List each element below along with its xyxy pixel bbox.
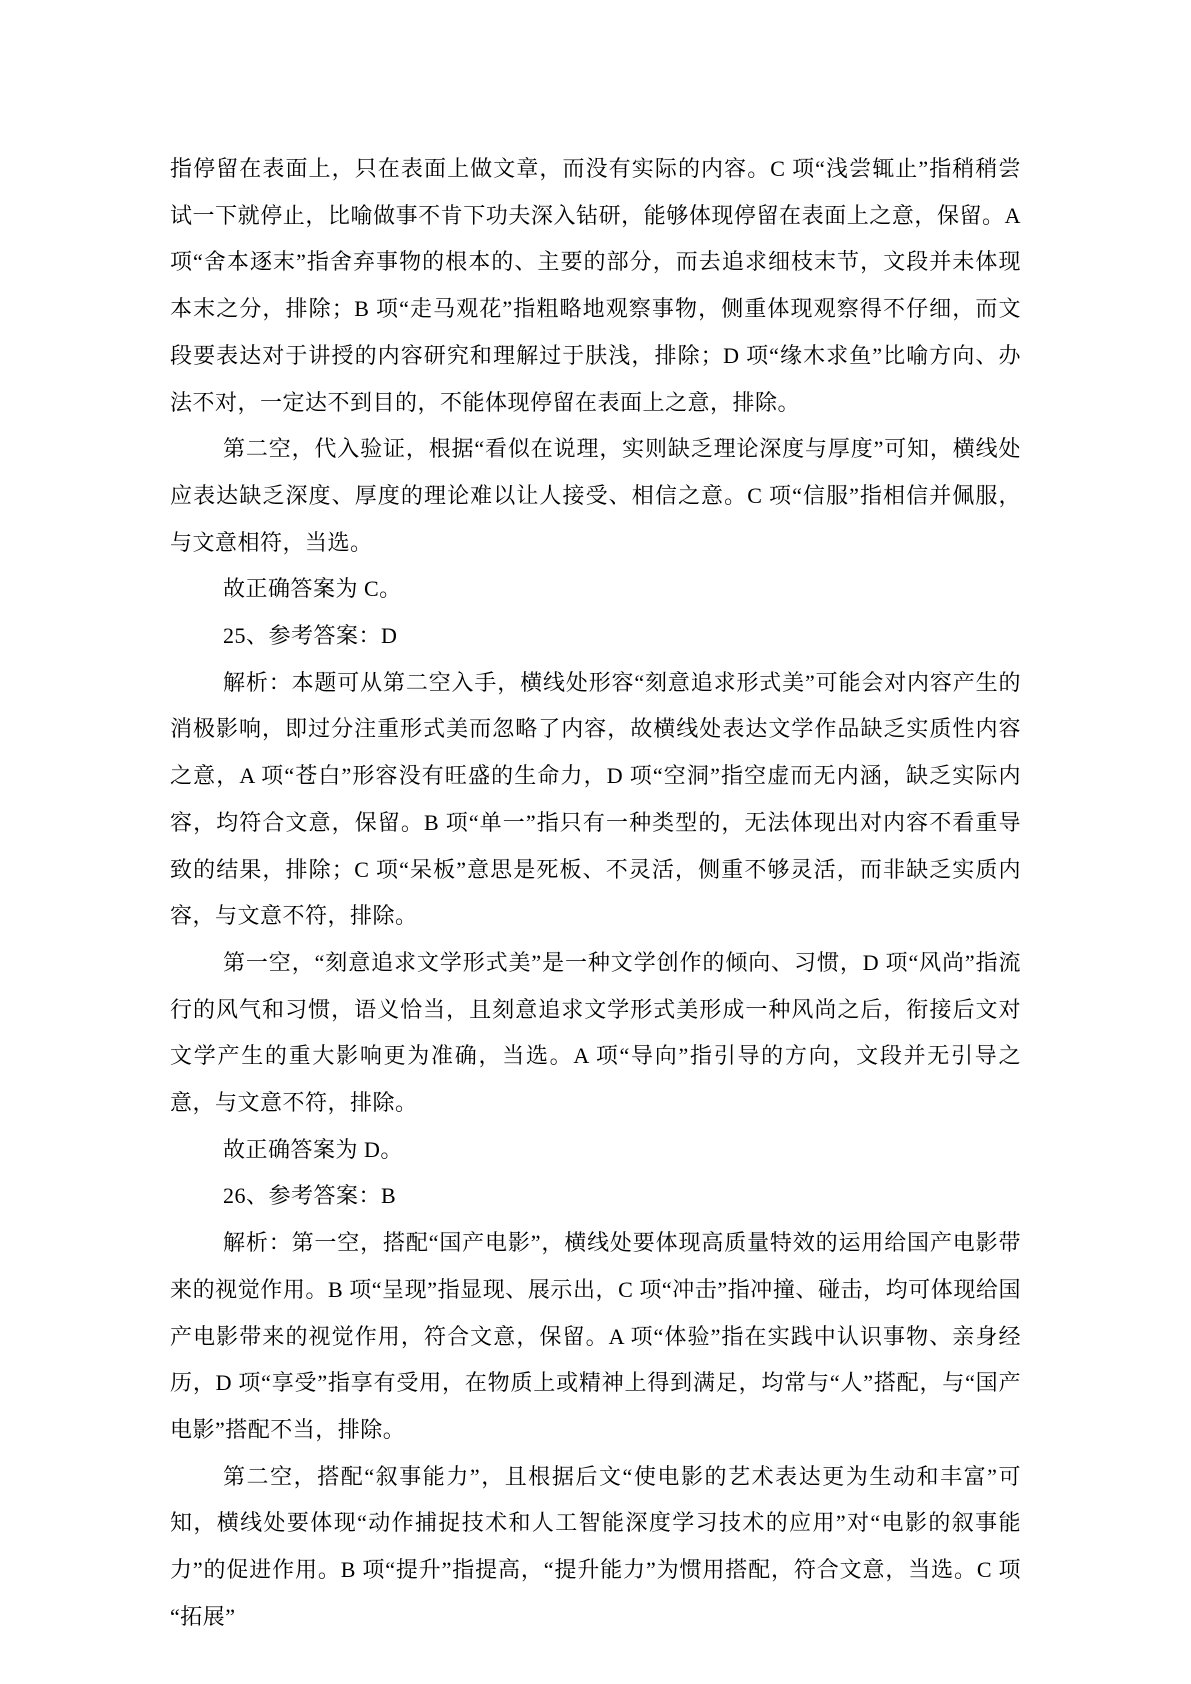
- paragraph-q24-answer-conclusion: 故正确答案为 C。: [223, 576, 402, 602]
- paragraph-q25-answer-heading: 25、参考答案：D: [223, 623, 398, 649]
- paragraph-q26-answer-heading: 26、参考答案：B: [223, 1183, 397, 1209]
- paragraph-q26-analysis-first-blank: 解析：第一空，搭配“国产电影”，横线处要体现高质量特效的运用给国产电影带来的视觉作用。B 项“呈现”指显现、展示出，C 项“冲击”指冲撞、碰击，均可体现给国产电影带来的视觉作用，符合文意，保留。A 项“体验”指在实践中认识事物、亲身经历，D 项“享受”指享有受用，在物质上或精神上得到满足，均常与“人”搭配，与“国产电影”搭配不当，排除。: [170, 1230, 1021, 1442]
- answer-explanation-text: [170, 146, 1021, 1641]
- paragraph-q26-analysis-second-blank: 第二空，搭配“叙事能力”，且根据后文“使电影的艺术表达更为生动和丰富”可知，横线处要体现“动作捕捉技术和人工智能深度学习技术的应用”对“电影的叙事能力”的促进作用。B 项“提升”指提高，“提升能力”为惯用搭配，符合文意，当选。C 项“拓展”: [170, 1463, 1021, 1629]
- paragraph-q25-answer-conclusion: 故正确答案为 D。: [223, 1136, 403, 1162]
- paragraph-q25-analysis-first-blank: 第一空，“刻意追求文学形式美”是一种文学创作的倾向、习惯，D 项“风尚”指流行的风气和习惯，语义恰当，且刻意追求文学形式美形成一种风尚之后，衔接后文对文学产生的重大影响更为准确，当选。A 项“导向”指引导的方向，文段并无引导之意，与文意不符，排除。: [170, 949, 1021, 1116]
- paragraph-continuation-q24-option-analysis: 指停留在表面上，只在表面上做文章，而没有实际的内容。C 项“浅尝辄止”指稍稍尝试一下就停止，比喻做事不肯下功夫深入钻研，能够体现停留在表面上之意，保留。A 项“舍本逐末”指舍弃事物的根本的、主要的部分，而去追求细枝末节，文段并未体现本末之分，排除；B 项“走马观花”指粗略地观察事物，侧重体现观察得不仔细，而文段要表达对于讲授的内容研究和理解过于肤浅，排除；D 项“缘木求鱼”比喻方向、办法不对，一定达不到目的，不能体现停留在表面上之意，排除。: [170, 156, 1021, 415]
- paragraph-q25-analysis-second-blank: 解析：本题可从第二空入手，横线处形容“刻意追求形式美”可能会对内容产生的消极影响，即过分注重形式美而忽略了内容，故横线处表达文学作品缺乏实质性内容之意，A 项“苍白”形容没有旺盛的生命力，D 项“空洞”指空虚而无内涵，缺乏实际内容，均符合文意，保留。B 项“单一”指只有一种类型的，无法体现出对内容不看重导致的结果，排除；C 项“呆板”意思是死板、不灵活，侧重不够灵活，而非缺乏实质内容，与文意不符，排除。: [170, 669, 1021, 929]
- paragraph-q24-second-blank-analysis: 第二空，代入验证，根据“看似在说理，实则缺乏理论深度与厚度”可知，横线处应表达缺乏深度、厚度的理论难以让人接受、相信之意。C 项“信服”指相信并佩服，与文意相符，当选。: [170, 436, 1021, 555]
